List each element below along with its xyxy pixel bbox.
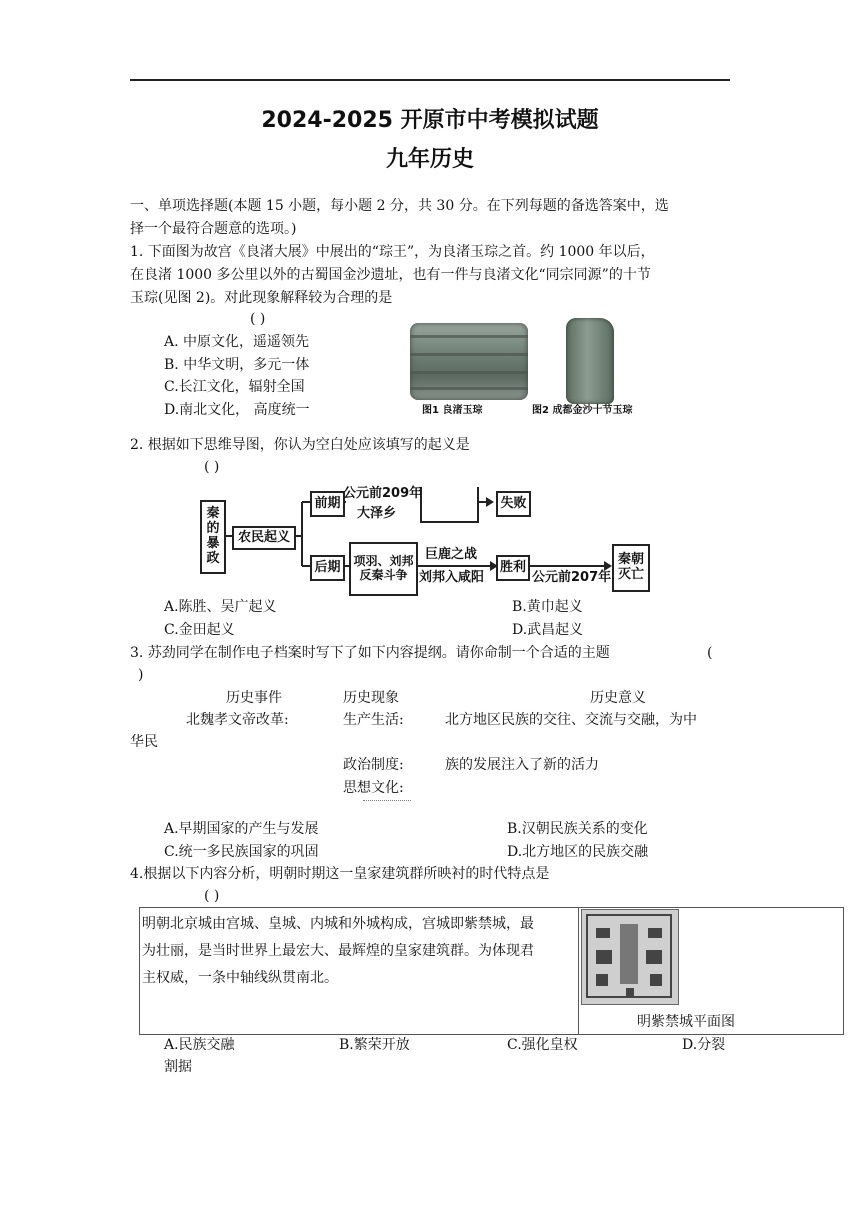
q2-option-b[interactable]: B.黄巾起义 — [512, 599, 583, 615]
q3-phenomenon-2: 政治制度: — [343, 757, 404, 773]
q3-col-phenomenon-header: 历史现象 — [343, 690, 399, 706]
q4-passage-line2: 为壮丽，是当时世界上最宏大、最辉煌的皇家建筑群。为体现君 — [142, 943, 534, 959]
mind-map-early: 前期 — [310, 491, 345, 517]
page-subtitle: 九年历史 — [385, 147, 474, 172]
q1-option-c[interactable]: C.长江文化，辐射全国 — [164, 379, 305, 395]
figure2-caption: 图2 成都金沙十节玉琮 — [532, 405, 633, 416]
section-intro-line2: 择一个最符合题意的选项。) — [130, 221, 297, 237]
q3-col-event-header: 历史事件 — [226, 690, 282, 706]
q4-stem: 4.根据以下内容分析，明朝时期这一皇家建筑群所映衬的时代特点是 — [130, 866, 550, 882]
q4-option-a[interactable]: A.民族交融 — [164, 1037, 235, 1053]
q3-meaning-wrap: 华民 — [130, 734, 158, 750]
q3-meaning-line2: 族的发展注入了新的活力 — [445, 757, 599, 773]
mind-map-end-year: 公元前207年 — [532, 570, 612, 585]
q4-option-d[interactable]: D.分裂 — [682, 1037, 726, 1053]
q3-dotted-underline — [363, 800, 411, 801]
q4-option-c[interactable]: C.强化皇权 — [507, 1037, 578, 1053]
mind-map-center: 农民起义 — [232, 526, 296, 550]
q3-blank-close: ) — [138, 667, 144, 683]
q3-blank-open: ( — [707, 645, 713, 661]
section-intro-line1: 一、单项选择题(本题 15 小题，每小题 2 分，共 30 分。在下列每题的备选答案中，选 — [130, 198, 669, 214]
mind-map-root: 秦的暴政 — [200, 500, 226, 574]
q4-image-caption: 明紫禁城平面图 — [637, 1014, 735, 1030]
q1-option-d[interactable]: D.南北文化， 高度统一 — [164, 402, 310, 418]
q3-stem: 3. 苏劲同学在制作电子档案时写下了如下内容提纲。请你命制一个合适的主题 — [130, 645, 610, 661]
q3-phenomenon-1: 生产生活: — [343, 712, 404, 728]
q4-option-d-wrap: 割据 — [164, 1059, 192, 1075]
mind-map-early-year: 公元前209年 — [343, 486, 423, 501]
mind-map-battle-2: 刘邦入咸阳 — [419, 570, 485, 585]
mind-map-early-place: 大泽乡 — [357, 506, 397, 521]
q4-material-divider — [578, 908, 579, 1034]
mind-map-late-detail: 项羽、刘邦反秦斗争 — [349, 542, 418, 596]
q4-passage-line3: 主权威，一条中轴线纵贯南北。 — [142, 970, 338, 986]
forbidden-city-plan-image — [581, 909, 679, 1005]
q4-option-b[interactable]: B.繁荣开放 — [339, 1037, 410, 1053]
q3-option-a[interactable]: A.早期国家的产生与发展 — [164, 821, 319, 837]
q3-option-c[interactable]: C.统一多民族国家的巩固 — [164, 844, 319, 860]
q1-option-b[interactable]: B. 中华文明，多元一体 — [164, 357, 310, 373]
mind-map-late: 后期 — [310, 555, 345, 581]
q2-option-a[interactable]: A.陈胜、吴广起义 — [164, 599, 277, 615]
q1-option-a[interactable]: A. 中原文化，遥遥领先 — [164, 334, 310, 350]
q4-answer-blank: ( ) — [204, 888, 220, 904]
q2-option-c[interactable]: C.金田起义 — [164, 622, 235, 638]
mind-map-end: 秦朝灭亡 — [612, 544, 650, 592]
q4-passage-line1: 明朝北京城由宫城、皇城、内城和外城构成，宫城即紫禁城，最 — [142, 916, 534, 932]
mind-map-win: 胜利 — [496, 555, 530, 581]
mind-map-connectors — [0, 0, 860, 600]
q3-col-meaning-header: 历史意义 — [590, 690, 646, 706]
q1-stem-line1: 1. 下面图为故宫《良渚大展》中展出的“琮王”，为良渚玉琮之首。约 1000 年以后， — [130, 244, 655, 260]
q1-stem-line2: 在良渚 1000 多公里以外的古蜀国金沙遗址，也有一件与良渚文化“同宗同源”的十节 — [130, 267, 651, 283]
q1-stem-line3: 玉琮(见图 2)。对此现象解释较为合理的是 — [130, 290, 393, 306]
q2-option-d[interactable]: D.武昌起义 — [512, 622, 584, 638]
q3-meaning-line1: 北方地区民族的交往、交流与交融，为中 — [445, 712, 697, 728]
figure1-caption: 图1 良渚玉琮 — [422, 405, 483, 416]
q2-answer-blank: ( ) — [204, 459, 220, 475]
page-title: 2024-2025 开原市中考模拟试题 — [261, 108, 599, 133]
q3-option-d[interactable]: D.北方地区的民族交融 — [507, 844, 649, 860]
mind-map-fail: 失败 — [496, 491, 531, 517]
q3-option-b[interactable]: B.汉朝民族关系的变化 — [507, 821, 648, 837]
mind-map-battle-1: 巨鹿之战 — [425, 547, 478, 562]
q3-event: 北魏孝文帝改革: — [186, 712, 289, 728]
q3-phenomenon-3: 思想文化: — [343, 780, 404, 796]
q2-stem: 2. 根据如下思维导图，你认为空白处应该填写的起义是 — [130, 437, 470, 453]
q1-answer-blank: ( ) — [250, 311, 266, 327]
